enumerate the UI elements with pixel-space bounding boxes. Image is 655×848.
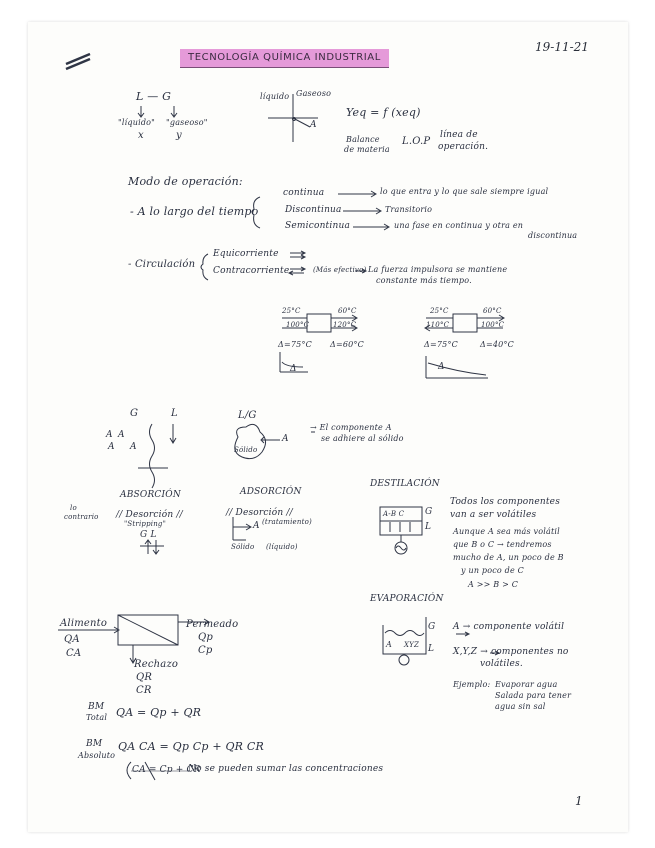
dest-note-1: Todos los componentes [450,497,561,507]
temp-left-t3: 100°C [286,321,310,329]
page-date: 19-11-21 [535,40,589,54]
delta-right-graph: Δ [438,362,445,372]
temp-left-t2: 60°C [338,307,357,315]
liquid-label: "líquido" [118,118,156,127]
ads-solido: Sólido [234,446,258,454]
evaporacion-heading: EVAPORACIÓN [370,594,444,604]
stripping-gl: G L [140,530,157,540]
evap-a: A [386,640,392,649]
fuerza-line-1: La fuerza impulsora se mantiene [368,265,508,274]
lg-arrows-icon [138,106,177,117]
permeado-label: Permeado [186,619,239,630]
lg-label: L — G [136,90,172,103]
lo-contrario-2: contrario [64,513,99,521]
permeado-qp: Qp [198,632,213,643]
stripping-arrows-icon [140,540,164,554]
dest-note-4: que B o C → tendremos [453,540,552,549]
temp-left-t1: 25°C [282,307,301,315]
delta-right-1: Δ=75°C [424,340,458,349]
temp-right-t4: 100°C [481,321,505,329]
adsorcion-heading: ADSORCIÓN [240,487,302,497]
de-materia-label: de materia [344,145,390,154]
abs-a1: A [106,430,113,440]
ads-a: A [282,434,289,444]
stripping-label: "Stripping" [124,520,167,528]
tratamiento-label: (tratamiento) [262,518,312,526]
evap-example-1: Evaporar agua [495,680,558,689]
linea-de-label: línea de [440,130,478,140]
equi-arrows-icon [290,251,305,259]
circulacion-label: - Circulación [128,259,196,270]
rechazo-qr: QR [136,672,153,683]
dest-note-7: A >> B > C [468,580,519,589]
temp-right-t1: 25°C [430,307,449,315]
rechazo-cr: CR [136,685,152,696]
discontinua-label: Discontinua [285,205,342,215]
concentration-note: No se pueden sumar las concentraciones [188,764,384,774]
alimento-qa: QA [64,634,80,645]
dest-note-6: y un poco de C [461,566,525,575]
gas-label: "gaseoso" [166,118,208,127]
crossed-eq-text: CA = Cp + CR [132,765,201,775]
delta-left-1: Δ=75°C [278,340,312,349]
page-number: 1 [575,794,583,808]
semicontinua-desc-1: una fase en continua y otra en [394,221,524,230]
desorcion-left: // Desorción // [116,510,183,520]
evap-xyz: XYZ [404,641,420,649]
permeado-cp: Cp [198,645,213,656]
notebook-page [28,22,628,832]
bm-total-eq: QA = Qp + QR [116,706,202,719]
bm-abs-eq: QA CA = Qp Cp + QR CR [118,740,264,753]
lo-contrario-1: lo [70,504,77,512]
bm-abs-1: BM [86,739,103,749]
fuerza-line-2: constante más tiempo. [376,276,472,285]
graph-point-label: A [310,120,317,130]
lop-label: L.O.P [402,136,431,147]
evap-l: L [428,644,435,654]
desorcion-right: // Desorción // [226,508,293,518]
desorcion-solid-icon [233,517,251,540]
semicontinua-desc-2: discontinua [528,231,578,240]
tiempo-label: - A lo largo del tiempo [130,205,259,218]
alimento-label: Alimento [60,618,108,629]
operacion-label: operación. [438,142,489,152]
equicorriente-label: Equicorriente [213,249,279,259]
absorption-sketch-icon [138,424,176,488]
dest-abc: A-B C [383,510,405,518]
abs-a4: A [130,442,137,452]
page-title: TECNOLOGÍA QUÍMICA INDUSTRIAL [180,49,389,68]
temp-right-t3: 110°C [426,321,450,329]
abs-a2: A [118,430,125,440]
graph-liquid-label: líquido [260,92,290,101]
dest-note-5: mucho de A, un poco de B [453,553,564,562]
continua-arrow-icon [338,191,376,197]
binder-mark-icon [66,54,90,69]
alimento-ca: CA [66,648,82,659]
evap-example-3: agua sin sal [495,702,546,711]
evap-example-label: Ejemplo: [453,680,491,689]
evap-note-1: A → componente volátil [453,622,565,632]
dest-note-3: Aunque A sea más volátil [453,527,560,536]
dest-l: L [425,522,432,532]
dest-g: G [425,507,433,517]
dest-note-2: van a ser volátiles [450,510,537,520]
rechazo-label: Rechazo [134,659,179,670]
y-label: y [176,130,182,141]
destilacion-heading: DESTILACIÓN [370,479,440,489]
ads-comp-2: se adhiere al sólido [321,434,404,443]
evap-note-3: volátiles. [480,659,523,669]
bm-total-2: Total [86,713,108,722]
delta-left-2: Δ=60°C [330,340,364,349]
abs-a3: A [108,442,115,452]
x-label: x [138,130,144,141]
desorcion-liquido: (líquido) [266,543,298,551]
evap-example-2: Salada para tener [495,691,572,700]
desorcion-a: A [253,521,260,531]
bm-total-1: BM [88,702,105,712]
continua-label: continua [283,188,325,198]
equilibrium-equation: Yeq = f (xeq) [346,106,421,119]
continua-desc: lo que entra y lo que sale siempre igual [380,187,549,196]
desorcion-solido: Sólido [231,543,255,551]
equilibrium-graph-icon [268,94,318,142]
ads-comp-1: → El componente A [310,423,392,432]
abs-g: G [130,408,139,419]
graph-gas-label: Gaseoso [296,89,332,98]
semicontinua-arrow-icon [353,224,389,230]
evap-g: G [428,622,436,632]
balance-label: Balance [346,135,380,144]
discontinua-desc: Transitorio [385,205,433,214]
temp-left-t4: 120°C [333,321,357,329]
ads-lg: L/G [238,410,257,421]
evap-note-2: X,Y,Z → componentes no [453,647,569,657]
delta-left-graph: Δ [290,364,297,374]
bm-abs-2: Absoluto [78,751,116,760]
discontinua-arrow-icon [343,208,381,214]
semicontinua-label: Semicontinua [285,221,351,231]
delta-right-2: Δ=40°C [480,340,514,349]
abs-l: L [171,408,178,419]
circulacion-brace-icon [201,254,208,280]
absorcion-heading: ABSORCIÓN [120,490,181,500]
contra-arrows-icon [289,267,305,275]
modo-heading: Modo de operación: [128,175,243,188]
contracorriente-label: Contracorriente [213,266,290,276]
efectivo-label: (Más efectivo) [313,266,367,274]
temp-right-t2: 60°C [483,307,502,315]
